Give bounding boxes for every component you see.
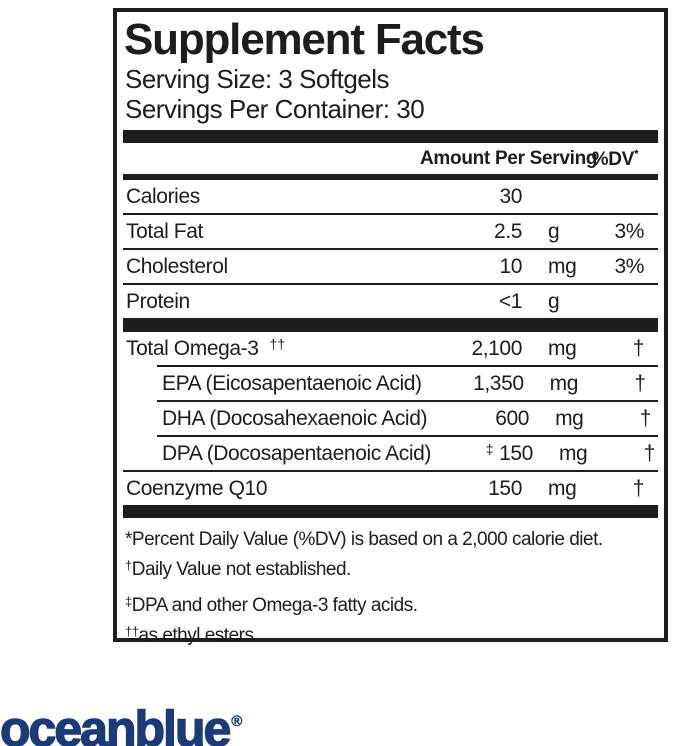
row-epa	[123, 367, 658, 400]
footnote-marker: ‡	[485, 441, 494, 457]
supplement-facts-panel	[113, 8, 668, 646]
unit-label: mg	[549, 371, 579, 395]
nutrient-name: Total Fat	[126, 219, 203, 243]
amount-value: <1	[498, 289, 522, 313]
footnote-marker: ††	[269, 336, 286, 352]
section-bar	[123, 130, 658, 143]
unit-label: g	[548, 219, 560, 243]
unit-label: mg	[548, 254, 577, 278]
unit-label: g	[548, 289, 560, 313]
row-protein	[123, 285, 658, 318]
amount-value: 150	[488, 476, 522, 500]
unit-label: mg	[548, 476, 577, 500]
amount-value: 2,100	[471, 336, 522, 360]
amount-column-header: Amount Per Serving	[420, 147, 598, 169]
nutrient-name: DPA (Docosapentaenoic Acid)	[162, 441, 431, 465]
unit-label: mg	[558, 441, 588, 465]
nutrient-name: Calories	[126, 184, 200, 208]
dv-value: 3%	[614, 219, 644, 243]
amount-value: 1,350	[473, 371, 524, 395]
nutrient-name: Total Omega-3 ††	[126, 336, 286, 360]
dv-value: †	[643, 441, 655, 465]
row-total-omega-3	[123, 332, 658, 365]
column-header-row	[123, 143, 658, 174]
dv-asterisk: *	[634, 146, 639, 161]
nutrient-name: EPA (Eicosapentaenoic Acid)	[162, 371, 422, 395]
dv-value: †	[632, 336, 644, 360]
footnotes	[123, 518, 658, 649]
nutrient-name: Protein	[126, 289, 190, 313]
row-dpa	[123, 437, 658, 470]
amount-value: ‡ 150	[485, 441, 533, 465]
row-calories	[123, 180, 658, 213]
unit-label: mg	[555, 406, 584, 430]
footnote-dpa: ‡DPA and other Omega-3 fatty acids.	[125, 594, 418, 616]
nutrient-name: Coenzyme Q10	[126, 476, 268, 500]
serving-size: Serving Size: 3 Softgels	[125, 64, 390, 94]
dv-value: 3%	[614, 254, 644, 278]
amount-value: 2.5	[494, 219, 522, 243]
row-cholesterol	[123, 250, 658, 283]
nutrient-name: DHA (Docosahexaenoic Acid)	[162, 406, 428, 430]
footnote-dv: *Percent Daily Value (%DV) is based on a 2,000 calorie diet.	[125, 529, 603, 550]
nutrient-name: Cholesterol	[126, 254, 228, 278]
footnote-marker: ††	[125, 624, 139, 639]
dv-value: †	[639, 406, 652, 430]
brand-logo	[0, 700, 242, 746]
footnote-marker: ‡	[125, 594, 132, 609]
brand-name: oceanblue	[0, 701, 230, 746]
footnote-ethyl-esters: ††as ethyl esters	[125, 624, 254, 646]
amount-value: 30	[499, 184, 522, 208]
unit-label: mg	[548, 336, 577, 360]
servings-per-container: Servings Per Container: 30	[125, 94, 425, 124]
footnote-daily-value: †Daily Value not established.	[125, 558, 351, 580]
footnote-marker: †	[125, 558, 132, 573]
dv-value: †	[632, 476, 644, 500]
section-bar	[123, 505, 658, 518]
dv-value: †	[634, 371, 646, 395]
row-dha	[123, 402, 658, 435]
registered-trademark-icon: ®	[231, 713, 243, 730]
amount-value: 600	[495, 406, 530, 430]
dv-column-header: %DV*	[591, 146, 639, 170]
row-coenzyme-q10	[123, 472, 658, 505]
section-bar	[123, 318, 658, 332]
footnote-marker: *	[125, 529, 132, 550]
row-total-fat	[123, 215, 658, 248]
panel-title: Supplement Facts	[124, 15, 484, 64]
amount-value: 10	[499, 254, 522, 278]
